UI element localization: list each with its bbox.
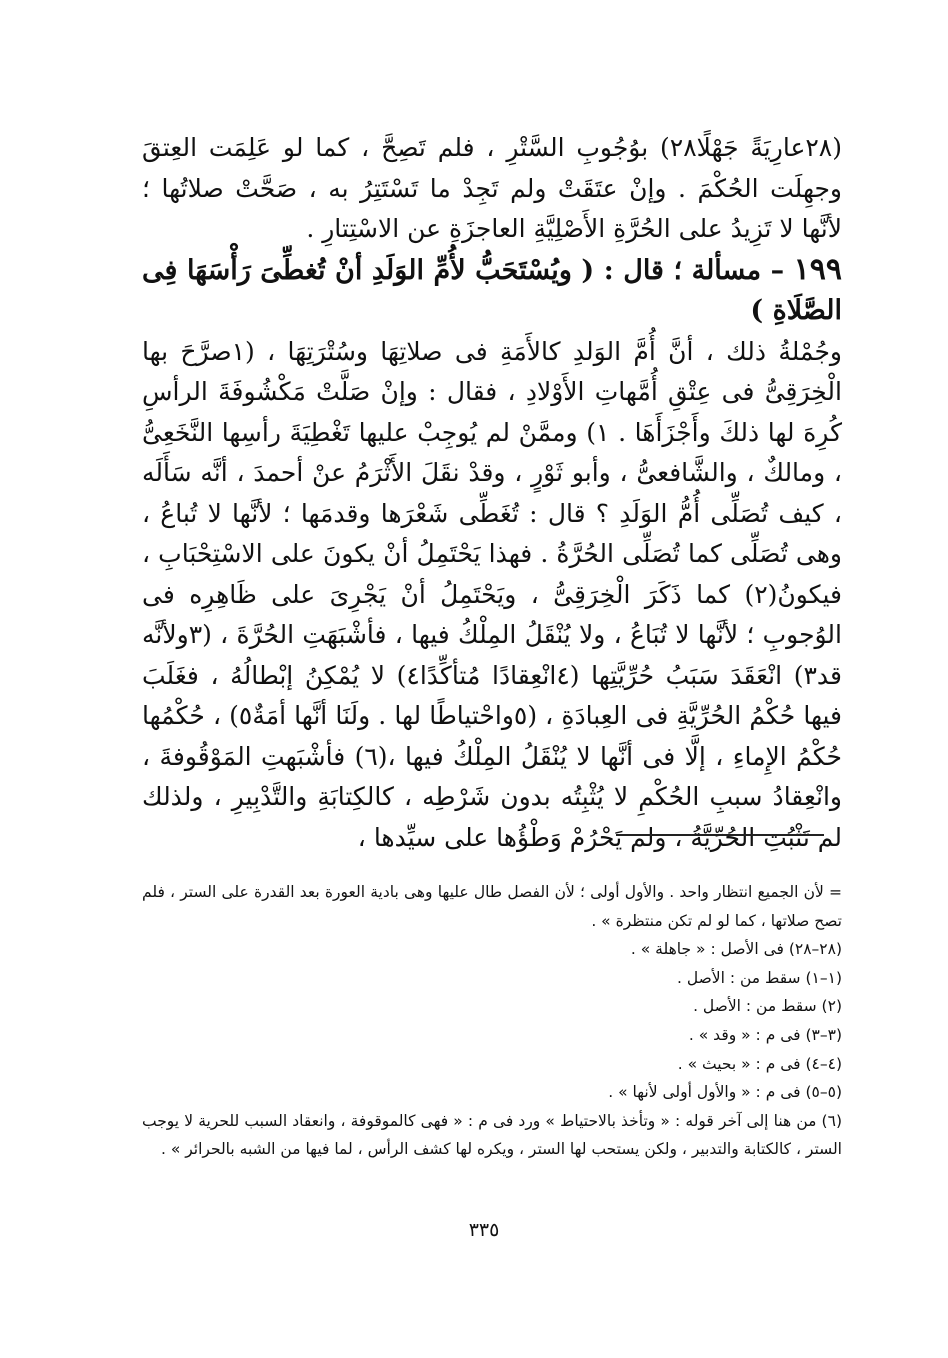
page-number: ٣٣٥ [468,1219,500,1241]
issue-heading: ( ويُسْتَحَبُّ لأُمِّ الوَلَدِ أنْ تُغطِّىَ رَأْسَهَا فِى الصَّلَاةِ ) [142,254,842,326]
footnote: (٦) من هنا إلى آخر قوله : « وتأخذ بالاحتياط » ورد فى م : « فهى كالموقوفة ، وانعقاد السبب للحرية لا يوجب الستر ، كالكتابة والتدبير ، ولكن يستحب لها الستر ، ويكره لها كشف الرأس ، لما فيها من الشبه بالحرائر » . [142,1111,842,1159]
footnote-separator [616,834,824,836]
issue-heading-line [142,250,842,332]
footnotes [142,878,842,1164]
footnote: (٢) سقط من : الأصل . [693,997,842,1016]
footnote: (٢٨–٢٨) فى الأصل : « جاهلة » . [630,940,842,959]
main-text [142,128,842,858]
issue-number: ١٩٩ [793,251,842,287]
continuation-paragraph: (٢٨عارِيَةً جَهْلًا٢٨) بوُجُوبِ السَّتْرِ ، فلم تَصِحَّ ، كما لو عَلِمَت العِتقَ وجهِلَت الحُكْمَ . وإنْ عتَقَتْ ولم تَجِدْ ما تَسْتَتِرُ به ، صَحَّتْ صلاتُها ؛ لأنَّها لا تَزِيدُ على الحُرَّةِ الأَصْلِيَّةِ العاجزَةِ عن الاسْتِتارِ . [142,133,842,243]
footnote: = لأن الجميع انتظار واحد . والأول أولى ؛ لأن الفصل طال عليها وهى بادية العورة بعد القدرة على الستر ، فلم تصح صلاتها ، كما لو لم تكن منتظرة » . [142,883,842,930]
body-paragraph: وجُمْلةُ ذلك ، أنَّ أُمَّ الوَلدِ كالأَمَةِ فى صلاتِهَا وسُتْرَتِهَا ، (١صرَّحَ بها الْخِرَقِىُّ فى عِتْقِ أُمَّهاتِ الأَوْلادِ ، فقال : وإنْ صَلَّتْ مَكْشُوفَةَ الرأسِ كُرِهَ لها ذلكَ وأَجْزَأَهَا . ١) وممَّنْ لم يُوجِبْ عليها تَغْطِيَةَ رأسِها النَّخَعِىُّ ، ومالكٌ ، والشَّافعىُّ ، وأبو ثَوْرٍ ، وقدْ نقَلَ الأَثْرَمُ عنْ أحمدَ ، أنَّه سَأَلَه ، كيف تُصَلِّى أُمُّ الوَلَدِ ؟ قال : تُغَطِّى شَعْرَها وقدمَها ؛ لأنَّها لا تُباعُ ، وهى تُصَلِّى كما تُصَلِّى الحُرَّةُ . فهذا يَحْتَمِلُ أنْ يكونَ على الاسْتِحْبَابِ ، فيكونُ(٢) كما ذَكَرَ الْخِرَقِىُّ ، ويَحْتَمِلُ أنْ يَجْرِىَ على ظَاهِرِه فى الوُجوبِ ؛ لأنَّها لا تُبَاعُ ، ولا يُنْقَلُ المِلْكُ فيها ، فأشْبَهَتِ الحُرَّةَ ، (٣ولأنَّه قد٣) انْعَقَدَ سَبَبُ حُرِّيَّتِها (٤انْعِقادًا مُتأكِّدًا٤) لا يُمْكِنُ إبْطالُهُ ، فغَلَبَ فيها حُكْمُ الحُرِّيَّةِ فى العِبادَةِ ، (٥واحْتياطًا لها . ولَنَا أنَّها أمَةٌ٥) ، حُكْمُها حُكْمُ الإِماءِ ، إلَّا فى أنَّها لا يُنْقَلُ المِلْكُ فيها ،(٦) فأشْبَهتِ المَوْقُوفةَ ، وانْعِقادُ سببِ الحُكْمِ لا يُثْبِتُه بدون شَرْطِه ، كالكِتابَةِ والتَّدْبِيرِ ، ولذلك لم تَثْبُتِ الحُرِّيَّةُ ، ولم يَحْرُمْ وَطْؤُها على سيِّدها ، [142,336,842,852]
footnote: (١–١) سقط من : الأصل . [677,968,842,987]
footnote: (٣–٣) فى م : « وقد » . [688,1025,842,1044]
issue-intro: – مسألة ؛ قال : [603,254,785,286]
footnote: (٤–٤) فى م : « بحيث » . [677,1054,842,1073]
footnote: (٥–٥) فى م : « والأول أولى لأنها » . [608,1083,842,1102]
